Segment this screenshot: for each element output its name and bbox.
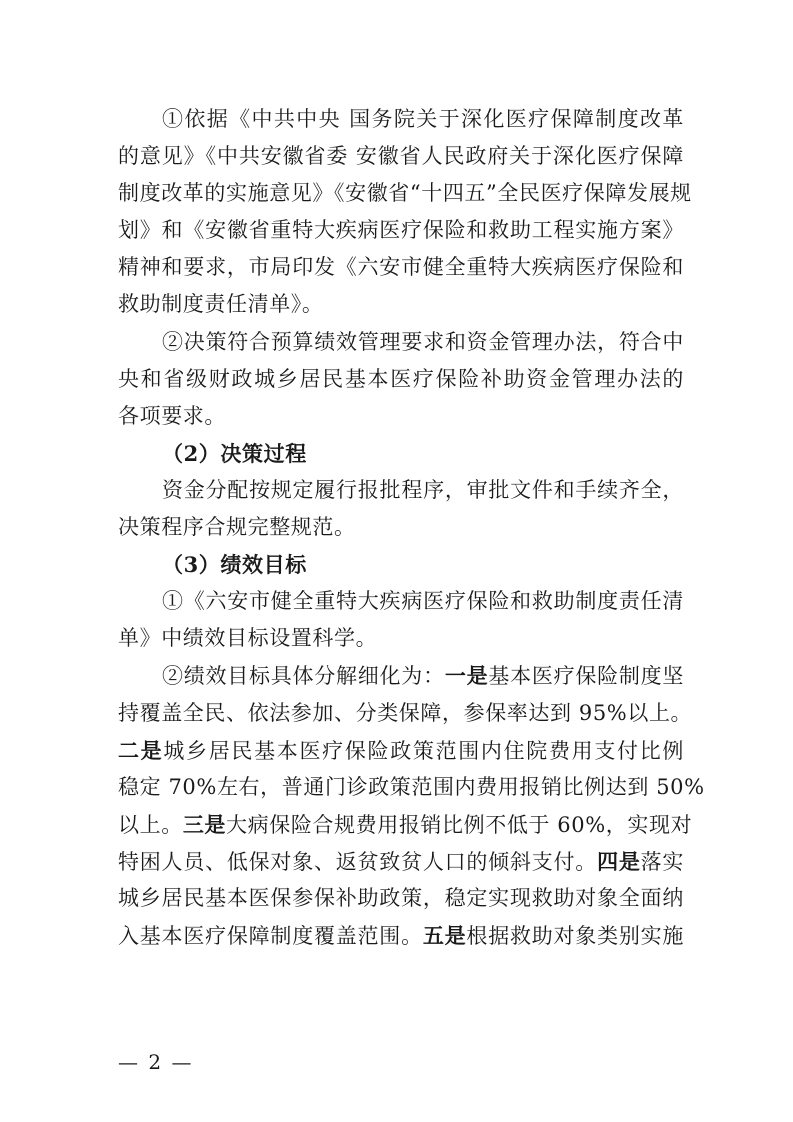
text-run: ②绩效目标具体分解细化为： — [162, 664, 445, 689]
paragraph-line — [118, 917, 684, 954]
text-run: 城乡居民基本医疗保险政策范围内住院费用支付比例 — [163, 738, 684, 763]
paragraph-line: 资金分配按规定履行报批程序，审批文件和手续齐全， — [162, 477, 684, 502]
paragraph-line: 持覆盖全民、依法参加、分类保障，参保率达到 95%以上。 — [118, 700, 693, 725]
emphasis-text: 五是 — [422, 923, 467, 949]
text-run: 特困人员、低保对象、返贫致贫人口的倾斜支付。 — [118, 849, 598, 874]
paragraph-line: ①《六安市健全重特大疾病医疗保险和救助制度责任清 — [162, 589, 684, 614]
paragraph-line: 精神和要求，市局印发《六安市健全重特大疾病医疗保险和 — [118, 255, 684, 280]
emphasis-text: 二是 — [118, 737, 164, 763]
paragraph-line: 制度改革的实施意见》《安徽省“十四五”全民医疗保障发展规 — [118, 181, 692, 206]
paragraph-line: ①依据《中共中央 国务院关于深化医疗保障制度改革 — [162, 107, 684, 131]
paragraph-line: 各项要求。 — [118, 403, 226, 428]
paragraph-line: 划》和《安徽省重特大疾病医疗保险和救助工程实施方案》 — [118, 218, 684, 243]
paragraph-line: 稳定 70%左右，普通门诊政策范围内费用报销比例达到 50% — [118, 774, 705, 799]
text-run: 根据救助对象类别实施 — [466, 924, 685, 949]
paragraph-line: 单》中绩效目标设置科学。 — [118, 626, 378, 651]
section-heading: （2）决策过程 — [162, 440, 307, 466]
text-run: 入基本医疗保障制度覆盖范围。 — [118, 924, 423, 949]
text-run: 以上。 — [118, 812, 183, 837]
text-run: 落实 — [640, 849, 685, 874]
paragraph-line: 决策程序合规完整规范。 — [118, 515, 356, 540]
emphasis-text: 三是 — [182, 811, 227, 837]
paragraph-line: ②决策符合预算绩效管理要求和资金管理办法，符合中 — [162, 329, 684, 354]
document-body — [118, 101, 705, 954]
paragraph-line — [118, 843, 684, 880]
paragraph-line: 央和省级财政城乡居民基本医疗保险补助资金管理办法的 — [118, 366, 684, 391]
paragraph-line: 救助制度责任清单》。 — [118, 292, 324, 317]
emphasis-text: 一是 — [444, 663, 489, 689]
paragraph-line — [118, 657, 684, 694]
paragraph-line: 的意见》《中共安徽省委 安徽省人民政府关于深化医疗保障 — [118, 144, 684, 169]
paragraph-line — [118, 732, 684, 769]
paragraph-line: 城乡居民基本医保参保补助政策，稳定实现救助对象全面纳 — [118, 885, 684, 910]
section-heading: （3）绩效目标 — [162, 552, 307, 578]
paragraph-line — [118, 806, 693, 843]
text-run: 大病保险合规费用报销比例不低于 60%，实现对 — [226, 812, 693, 837]
page-number: — 2 — — [118, 1050, 194, 1074]
emphasis-text: 四是 — [597, 848, 641, 874]
text-run: 基本医疗保险制度坚 — [488, 664, 684, 689]
